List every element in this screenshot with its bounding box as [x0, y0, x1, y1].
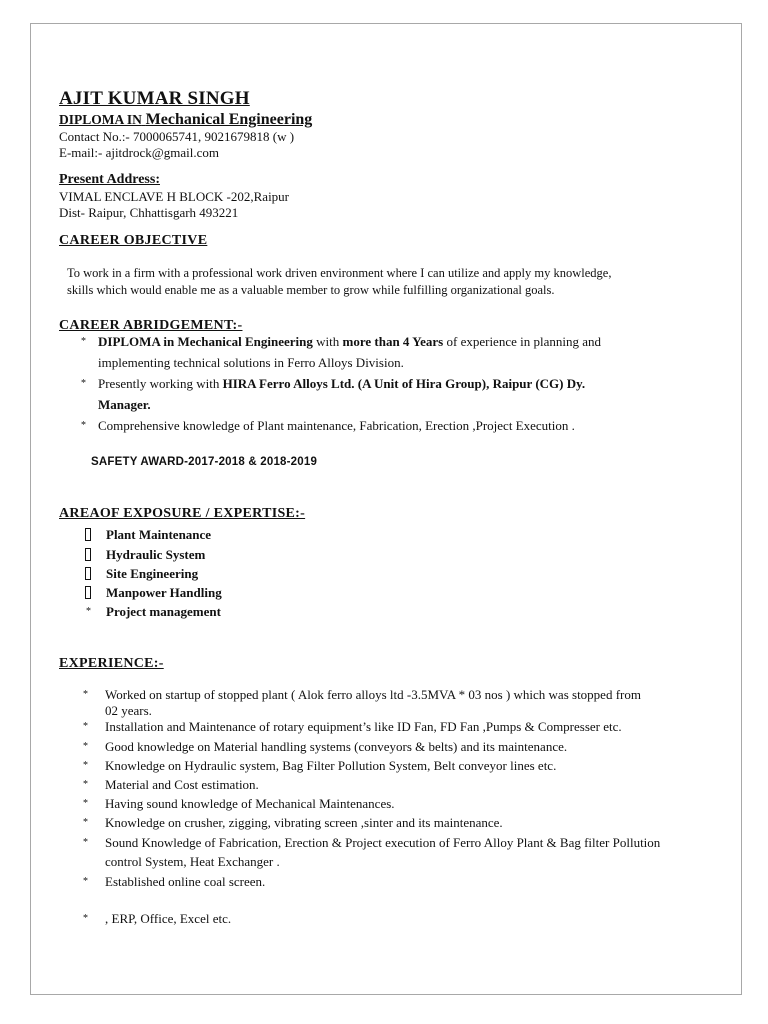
experience-heading: EXPERIENCE:- [59, 656, 164, 671]
resume-page [30, 23, 742, 995]
checkbox-square-icon [85, 586, 91, 599]
experience-item: , ERP, Office, Excel etc. [105, 911, 232, 926]
objective-line-1: To work in a firm with a professional work driven environment where I can utilize and apply my knowledge, [67, 266, 612, 280]
experience-item: Good knowledge on Material handling systems (conveyors & belts) and its maintenance. [105, 739, 568, 754]
experience-item-continuation: 02 years. [105, 703, 152, 718]
objective-heading: CAREER OBJECTIVE [59, 233, 208, 248]
bullet-icon: * [83, 779, 88, 790]
expertise-item: Site Engineering [106, 566, 199, 581]
abridgement-heading: CAREER ABRIDGEMENT:- [59, 318, 243, 333]
experience-item: Material and Cost estimation. [105, 777, 259, 792]
diploma-field: Mechanical Engineering [145, 111, 313, 128]
experience-item: Installation and Maintenance of rotary equipment’s like ID Fan, FD Fan ,Pumps & Compresser etc. [105, 719, 622, 734]
experience-item-continuation: control System, Heat Exchanger . [105, 854, 280, 869]
experience-item: Knowledge on crusher, zigging, vibrating screen ,sinter and its maintenance. [105, 815, 503, 830]
bullet-icon: * [86, 606, 91, 617]
bullet-icon: * [83, 876, 88, 887]
abridgement-item-3: Comprehensive knowledge of Plant maintenance, Fabrication, Erection ,Project Execution . [98, 418, 575, 433]
candidate-name: AJIT KUMAR SINGH [59, 88, 250, 109]
abridgement-item-2-line-2: Manager. [98, 397, 151, 412]
abridgement-item-1-bold-1: DIPLOMA in Mechanical Engineering [98, 334, 313, 349]
checkbox-square-icon [85, 548, 91, 561]
bullet-icon: * [83, 741, 88, 752]
experience-item: Established online coal screen. [105, 874, 266, 889]
abridgement-item-2-text: Presently working with [98, 376, 223, 391]
bullet-icon: * [83, 798, 88, 809]
safety-award: SAFETY AWARD-2017-2018 & 2018-2019 [91, 456, 318, 468]
abridgement-item-1-text-1: with [312, 334, 343, 349]
expertise-item: Project management [106, 604, 221, 619]
expertise-item: Plant Maintenance [106, 527, 212, 542]
abridgement-item-1-line-2: implementing technical solutions in Ferro Alloys Division. [98, 355, 404, 370]
abridgement-item-2-bold: HIRA Ferro Alloys Ltd. (A Unit of Hira Group), Raipur (CG) Dy. [222, 376, 586, 391]
abridgement-item-2 [98, 376, 585, 392]
bullet-icon: * [81, 378, 86, 389]
objective-line-2: skills which would enable me as a valuable member to grow while fulfilling organizational goals. [67, 283, 555, 297]
abridgement-item-1-bold-2: more than 4 Years [342, 334, 444, 349]
bullet-icon: * [83, 837, 88, 848]
bullet-icon: * [83, 913, 88, 924]
expertise-item: Manpower Handling [106, 585, 222, 600]
experience-item: Worked on startup of stopped plant ( Alok ferro alloys ltd -3.5MVA * 03 nos ) which was stopped from [105, 687, 641, 702]
diploma-title [59, 111, 312, 129]
experience-item: Sound Knowledge of Fabrication, Erection & Project execution of Ferro Alloy Plant & Bag filter Pollution [105, 835, 661, 850]
bullet-icon: * [81, 336, 86, 347]
diploma-prefix: DIPLOMA IN [59, 112, 142, 127]
bullet-icon: * [81, 420, 86, 431]
address-heading: Present Address: [59, 172, 160, 187]
checkbox-square-icon [85, 567, 91, 580]
abridgement-item-1 [98, 334, 601, 350]
expertise-item: Hydraulic System [106, 547, 206, 562]
address-line-1: VIMAL ENCLAVE H BLOCK -202,Raipur [59, 189, 290, 204]
bullet-icon: * [83, 721, 88, 732]
experience-item: Having sound knowledge of Mechanical Maintenances. [105, 796, 395, 811]
bullet-icon: * [83, 817, 88, 828]
address-line-2: Dist- Raipur, Chhattisgarh 493221 [59, 205, 239, 220]
bullet-icon: * [83, 689, 88, 700]
checkbox-square-icon [85, 528, 91, 541]
bullet-icon: * [83, 760, 88, 771]
contact-line: Contact No.:- 7000065741, 9021679818 (w ) [59, 129, 295, 144]
abridgement-item-1-text-2: of experience in planning and [443, 334, 601, 349]
email-line: E-mail:- ajitdrock@gmail.com [59, 145, 219, 160]
expertise-heading: AREAOF EXPOSURE / EXPERTISE:- [59, 506, 306, 521]
experience-item: Knowledge on Hydraulic system, Bag Filter Pollution System, Belt conveyor lines etc. [105, 758, 557, 773]
